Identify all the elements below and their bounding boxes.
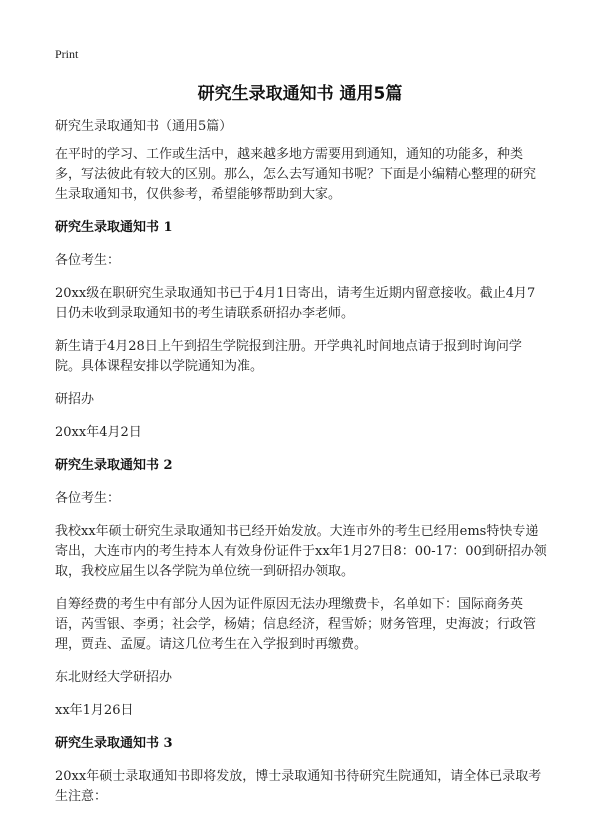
intro-paragraph: 在平时的学习、工作或生活中，越来越多地方需要用到通知，通知的功能多，种类多，写法彼此有较大的区别。那么，怎么去写通知书呢？下面是小编精心整理的研究生录取通知书，仅供参考，希望能够帮助到大家。 [55, 147, 537, 202]
paragraph: 20xx级在职研究生录取通知书已于4月1日寄出，请考生近期内留意接收。截止4月7日仍未收到录取通知书的考生请联系研招办李老师。 [55, 286, 536, 321]
section-1 [55, 218, 547, 443]
paragraph: 新生请于4月28日上午到招生学院报到注册。开学典礼时间地点请于报到时询问学院。具体课程安排以学院通知为准。 [55, 339, 522, 374]
signature: 研招办 [55, 392, 95, 407]
signature: 东北财经大学研招办 [55, 670, 173, 685]
date: 20xx年4月2日 [55, 425, 142, 440]
document-body [55, 117, 547, 820]
section-heading: 研究生录取通知书 1 [55, 220, 173, 235]
paragraph: 自筹经费的考生中有部分人因为证件原因无法办理缴费卡，名单如下：国际商务英语，芮雪银、李勇；社会学，杨婧；信息经济，程雪娇；财务管理，史海波；行政管理，贾垚、孟厦。请这几位考生在入学报到时再缴费。 [55, 597, 537, 652]
print-link[interactable]: Print [55, 47, 79, 61]
document-subtitle: 研究生录取通知书（通用5篇） [55, 119, 233, 134]
document-title: 研究生录取通知书 通用5篇 [197, 84, 403, 104]
greeting: 各位考生： [55, 253, 121, 268]
section-2 [55, 456, 547, 721]
paragraph: 20xx年硕士录取通知书即将发放，博士录取通知书待研究生院通知，请全体已录取考生注意： [55, 769, 542, 804]
section-heading: 研究生录取通知书 3 [55, 736, 173, 751]
date: xx年1月26日 [55, 703, 134, 718]
section-heading: 研究生录取通知书 2 [55, 458, 173, 473]
greeting: 各位考生： [55, 491, 121, 506]
paragraph: 我校xx年硕士研究生录取通知书已经开始发放。大连市外的考生已经用ems特快专递寄出，大连市内的考生持本人有效身份证件于xx年1月27日8：00-17：00到研招办领取，我校应届生以各学院为单位统一到研招办领取。 [55, 524, 547, 579]
section-3 [55, 734, 547, 807]
